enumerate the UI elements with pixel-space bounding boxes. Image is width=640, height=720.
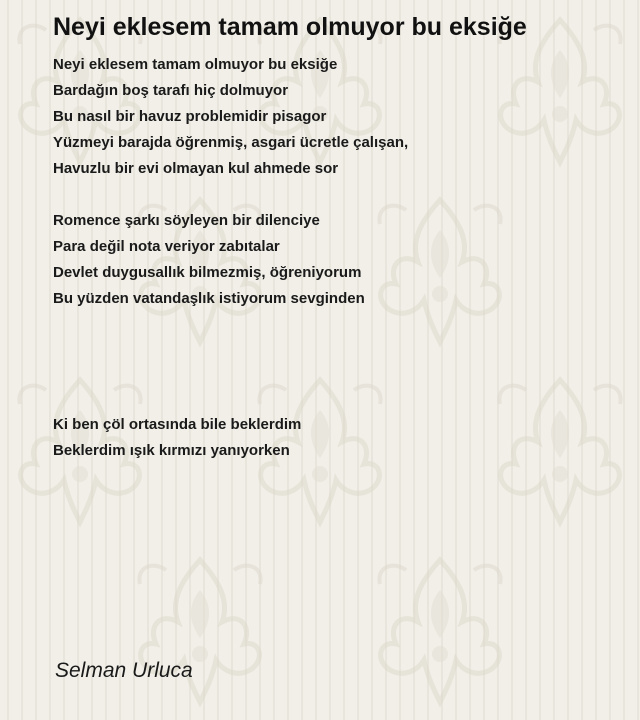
stanza-2 — [53, 208, 365, 312]
poem-line: Beklerdim ışık kırmızı yanıyorken — [53, 442, 290, 459]
poem-line: Neyi eklesem tamam olmuyor bu eksiğe — [53, 56, 338, 73]
poem-line: Romence şarkı söyleyen bir dilenciye — [53, 212, 320, 229]
poem-line: Havuzlu bir evi olmayan kul ahmede sor — [53, 160, 339, 177]
poem-line: Ki ben çöl ortasında bile beklerdim — [53, 416, 302, 433]
poem-line: Bu yüzden vatandaşlık istiyorum sevginden — [53, 290, 365, 307]
poem-line: Para değil nota veriyor zabıtalar — [53, 238, 280, 255]
poem-title: Neyi eklesem tamam olmuyor bu eksiğe — [53, 13, 527, 41]
stanza-3 — [53, 412, 301, 464]
poem-author: Selman Urluca — [55, 659, 193, 682]
poem-line: Devlet duygusallık bilmezmiş, öğreniyorum — [53, 264, 362, 281]
poem-line: Bardağın boş tarafı hiç dolmuyor — [53, 82, 289, 99]
poem-line: Bu nasıl bir havuz problemidir pisagor — [53, 108, 327, 125]
poem-line: Yüzmeyi barajda öğrenmiş, asgari ücretle çalışan, — [53, 134, 409, 151]
stanza-1 — [53, 52, 408, 182]
